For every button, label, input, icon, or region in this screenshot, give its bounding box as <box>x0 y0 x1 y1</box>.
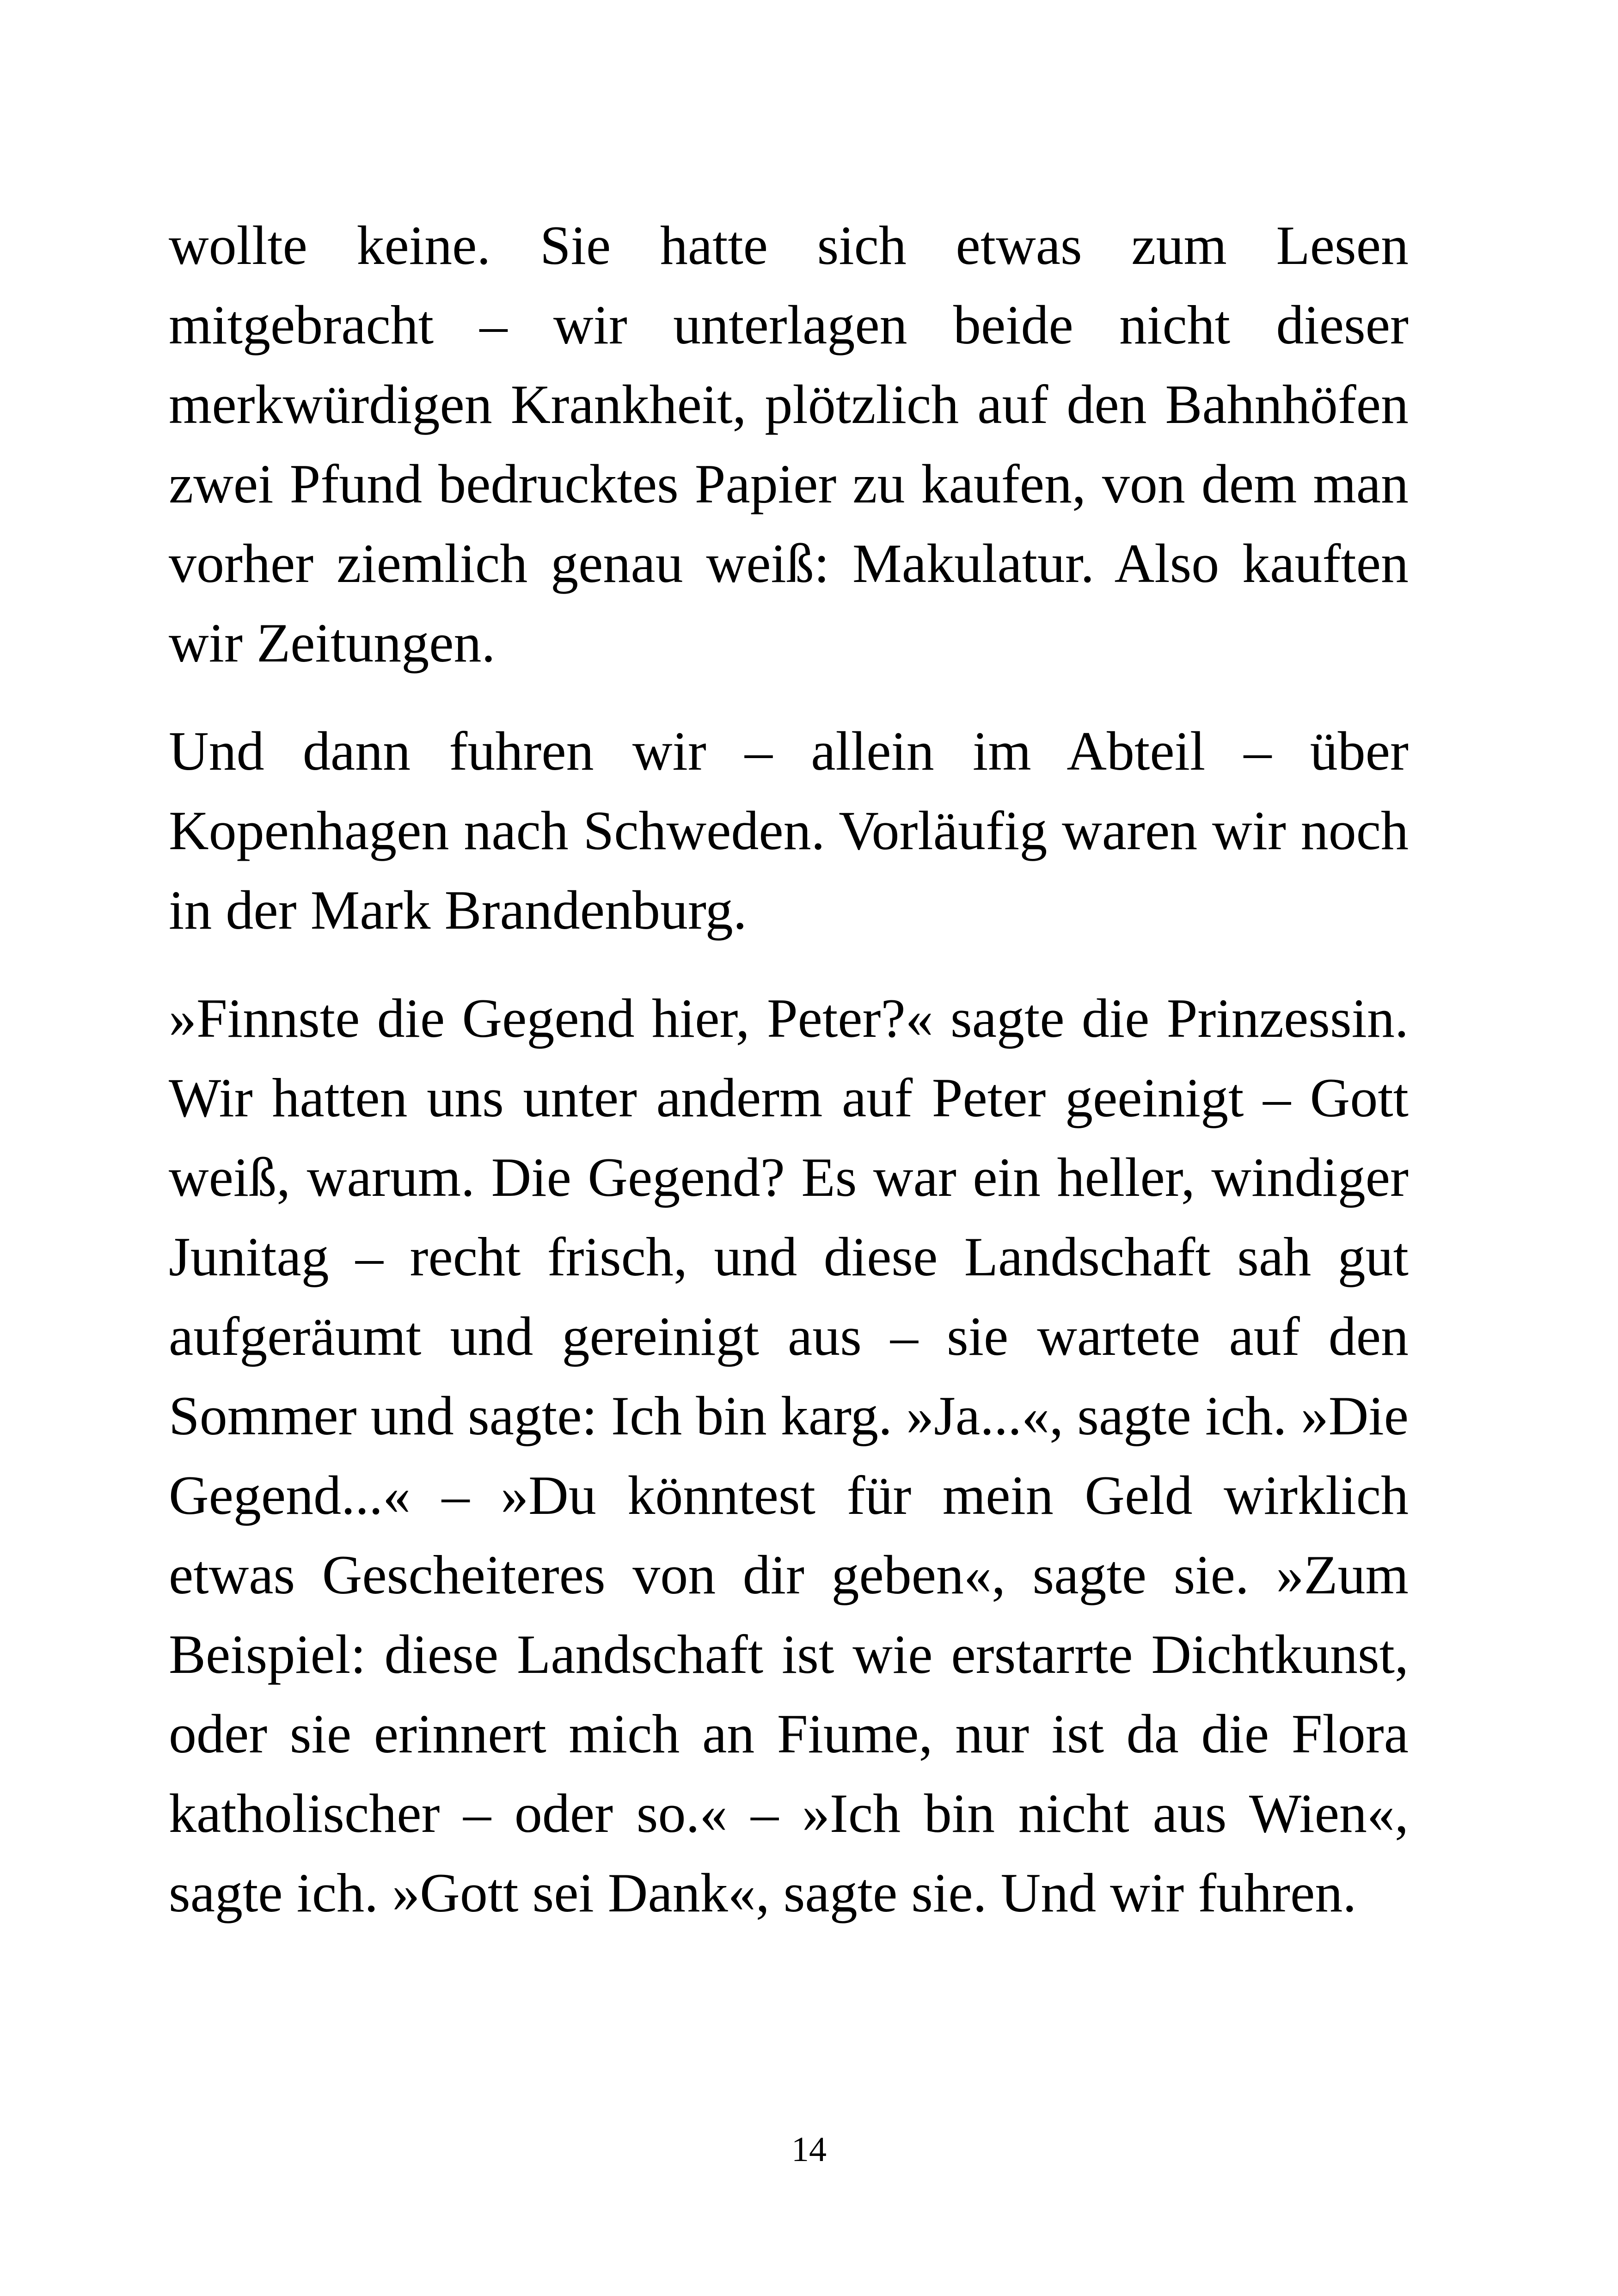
paragraph-1: wollte keine. Sie hatte sich etwas zum Lesen mitgebracht – wir unterlagen beide nicht dieser merkwürdigen Krankheit, plötzlich auf den Bahnhöfen zwei Pfund bedrucktes Papier zu kaufen, von dem man vorher ziemlich genau weiß: Makulatur. Also kauften wir Zeitungen. <box>169 214 1409 673</box>
paragraph-2: Und dann fuhren wir – allein im Abteil – über Kopenhagen nach Schweden. Vorläufig waren wir noch in der Mark Brandenburg. <box>169 720 1409 941</box>
body-text <box>169 206 1409 1933</box>
paragraph-3: »Finnste die Gegend hier, Peter?« sagte die Prinzessin. Wir hatten uns unter anderm auf Peter geeinigt – Gott weiß, warum. Die Gegend? Es war ein heller, windiger Junitag – recht frisch, und diese Landschaft sah gut aufgeräumt und gereinigt aus – sie wartete auf den Sommer und sagte: Ich bin karg. »Ja...«, sagte ich. »Die Gegend...« – »Du könntest für mein Geld wirklich etwas Gescheiteres von dir geben«, sagte sie. »Zum Beispiel: diese Landschaft ist wie erstarrte Dichtkunst, oder sie erinnert mich an Fiume, nur ist da die Flora katholischer – oder so.« – »Ich bin nicht aus Wien«, sagte ich. »Gott sei Dank«, sagte sie. Und wir fuhren. <box>169 987 1409 1923</box>
page-number: 14 <box>791 2130 827 2169</box>
